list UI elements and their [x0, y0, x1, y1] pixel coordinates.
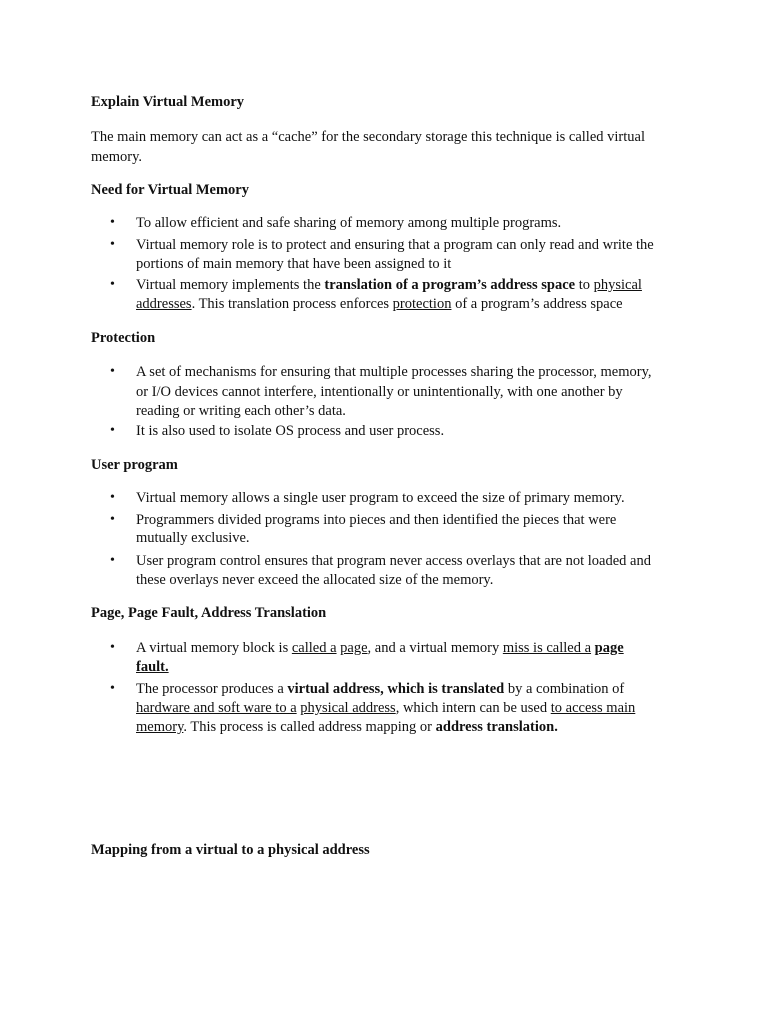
list-item-need-3-line-2: [136, 296, 623, 313]
bullet-glyph: •: [110, 681, 115, 696]
text-run: A virtual memory block is: [136, 640, 292, 656]
intro-line-2: memory.: [91, 149, 143, 165]
text-run: by a combination of: [504, 681, 625, 697]
bullet-glyph: •: [110, 640, 115, 655]
section-heading-mapping: Mapping from a virtual to a physical address: [91, 842, 370, 858]
underlined-run: page: [340, 640, 368, 656]
bullet-glyph: •: [110, 364, 115, 379]
list-item-protection-1-line-2: or I/O devices cannot interfere, intentionally or unintentionally, with one another by: [136, 384, 623, 400]
bullet-glyph: •: [110, 553, 115, 568]
text-run: Virtual memory implements the: [136, 277, 325, 293]
text-run: of a program’s address space: [451, 296, 623, 312]
text-run: . This translation process enforces: [191, 296, 393, 312]
section-heading-protection: Protection: [91, 330, 156, 346]
underlined-run: called a: [291, 640, 337, 656]
list-item-page-2-line-2: [136, 700, 635, 717]
text-run: , and a virtual memory: [367, 640, 503, 656]
list-item-user-2-line-2: mutually exclusive.: [136, 530, 250, 546]
underlined-run: protection: [392, 296, 452, 312]
list-item-need-3-line-1: [136, 277, 642, 294]
list-item-page-2-line-1: [136, 681, 624, 698]
list-item-user-2-line-1: Programmers divided programs into pieces and then identified the pieces that were: [136, 512, 617, 528]
list-item-protection-1-line-3: reading or writing each other’s data.: [136, 403, 346, 419]
text-run: . This process is called address mapping or: [183, 719, 436, 735]
list-item-page-1-line-1: [136, 640, 624, 657]
bold-run: address translation.: [435, 719, 558, 735]
section-heading-page-fault: Page, Page Fault, Address Translation: [91, 605, 327, 621]
list-item-need-2-line-2: portions of main memory that have been assigned to it: [136, 256, 452, 272]
bullet-glyph: •: [110, 512, 115, 527]
bullet-glyph: •: [110, 423, 115, 438]
bullet-glyph: •: [110, 215, 115, 230]
underlined-run: hardware and soft ware to a: [136, 700, 297, 716]
list-item-user-3-line-1: User program control ensures that program never access overlays that are not loaded and: [136, 553, 651, 569]
underlined-run: memory: [136, 719, 184, 735]
list-item-user-1: Virtual memory allows a single user program to exceed the size of primary memory.: [136, 490, 625, 506]
text-run: The processor produces a: [136, 681, 288, 697]
list-item-user-3-line-2: these overlays never exceed the allocated size of the memory.: [136, 572, 494, 588]
bold-run: virtual address, which is translated: [287, 681, 505, 697]
list-item-need-2-line-1: Virtual memory role is to protect and ensuring that a program can only read and write the: [136, 237, 654, 253]
list-item-protection-2: It is also used to isolate OS process and user process.: [136, 423, 445, 439]
underlined-run: physical: [593, 277, 642, 293]
underlined-run: to access main: [550, 700, 636, 716]
bullet-glyph: •: [110, 277, 115, 292]
bold-run: translation of a program’s address space: [324, 277, 576, 293]
text-run: , which intern can be used: [395, 700, 551, 716]
list-item-page-2-line-3: [136, 719, 558, 736]
intro-line-1: The main memory can act as a “cache” for the secondary storage this technique is called virtual: [91, 129, 645, 145]
bullet-glyph: •: [110, 490, 115, 505]
bullet-glyph: •: [110, 237, 115, 252]
list-item-need-1: To allow efficient and safe sharing of memory among multiple programs.: [136, 215, 562, 231]
bold-underlined-run: fault.: [136, 659, 169, 675]
underlined-run: addresses: [136, 296, 192, 312]
section-heading-user-program: User program: [91, 457, 178, 473]
list-item-protection-1-line-1: A set of mechanisms for ensuring that multiple processes sharing the processor, memory,: [136, 364, 652, 380]
list-item-page-1-line-2: [136, 659, 169, 676]
section-heading-need: Need for Virtual Memory: [91, 182, 249, 198]
underlined-run: miss is called a: [502, 640, 592, 656]
bold-underlined-run: page: [594, 640, 624, 656]
underlined-run: physical address: [300, 700, 396, 716]
page-title: Explain Virtual Memory: [91, 94, 245, 110]
text-run: to: [575, 277, 594, 293]
